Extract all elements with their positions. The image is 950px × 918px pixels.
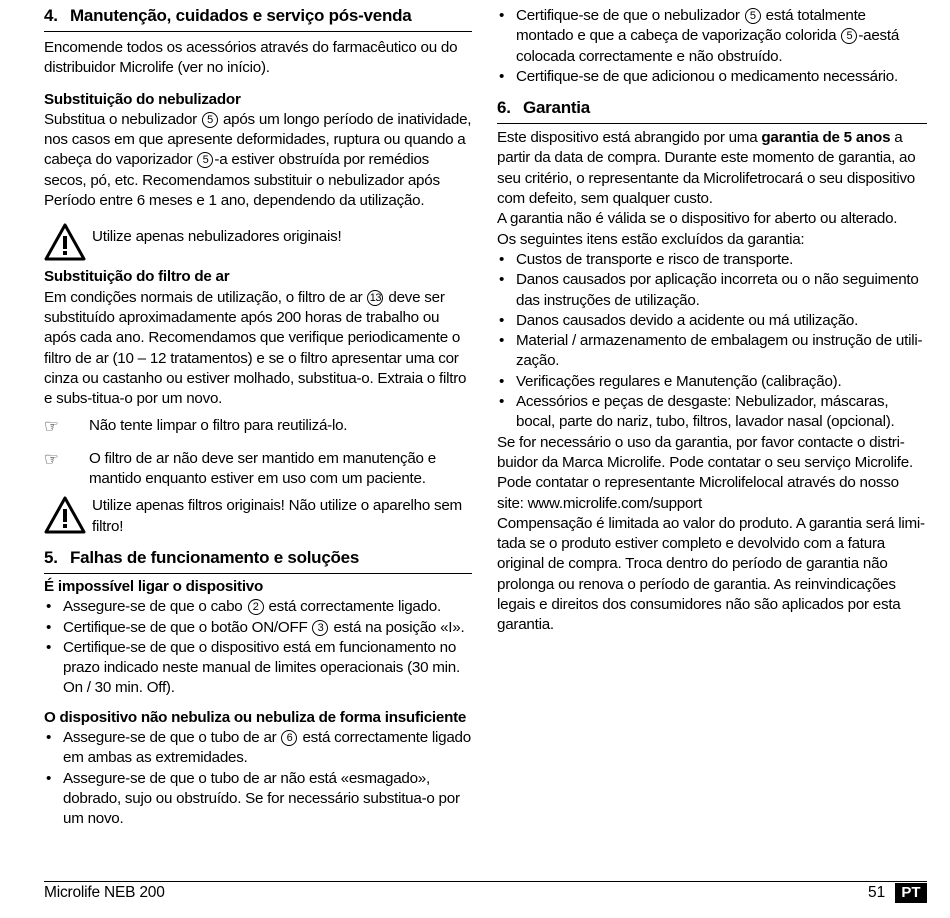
warranty-paragraph-5: Compensação é limitada ao valor do produto. A garantia será limi-tada se o produto estiver completo e devolvido com a fatura original de compra. Troca dentro do período de garantia não prolonga ou renova o período de garantia. As reinvindicações legais e direitos dos consumidores não são aplicados por esta garantia. [497, 514, 925, 634]
language-badge: PT [895, 883, 927, 903]
footer-divider [44, 881, 927, 882]
warranty-duration: garantia de 5 anos [761, 129, 891, 147]
warranty-text: Este dispositivo está abrangido por uma [497, 129, 758, 147]
nebulizer-text-1: Substitua o nebulizador [44, 110, 197, 128]
pointing-hand-icon: ☞ [44, 416, 59, 437]
list-item [44, 728, 472, 769]
warranty-text: a partir da data de compra. Durante este momento de garantia, ao seu critério, o representante da Microlifetrocará o seu dispositivo com defeito, sem qualquer custo. [497, 129, 916, 208]
section-4-heading [44, 5, 472, 32]
list-item: • Danos causados por aplicação incorreta ou o não seguimento das instruções de utilização. [497, 270, 927, 311]
nebulizer-paragraph [44, 110, 472, 211]
list-item: • Acessórios e peças de desgaste: Nebulizador, máscaras, bocal, parte do nariz, tubo, filtros, lavador nasal (opcional). [497, 392, 927, 433]
section-5-heading [44, 547, 472, 574]
section-4-title: Manutenção, cuidados e serviço pós-venda [70, 6, 412, 25]
nebulizer-subheading: Substituição do nebulizador [44, 90, 241, 108]
filter-text-1: Em condições normais de utilização, o filtro de ar [44, 288, 363, 306]
note-text-2: O filtro de ar não deve ser mantido em manutenção e mantido enquanto estiver em uso com um paciente. [89, 449, 436, 488]
list-item-text: -aestá colocada correctamente e não obstruído. [516, 27, 900, 65]
list-item-text: está correctamente ligado. [268, 598, 441, 616]
note-text-1: Não tente limpar o filtro para reutilizá-lo. [89, 417, 348, 435]
list-item-text: Certifique-se de que o botão ON/OFF [63, 618, 308, 636]
list-item: • Danos causados devido a acidente ou má utilização. [497, 311, 927, 331]
part-ref-3: 3 [312, 620, 328, 636]
warranty-paragraph-1 [497, 128, 927, 209]
part-ref-5: 5 [197, 152, 213, 168]
list-item-text: está totalmente montado e que a cabeça de vaporização colorida [516, 7, 866, 45]
section-4-number: 4. [44, 6, 58, 25]
part-ref-5: 5 [202, 112, 218, 128]
list-item: • Certifique-se de que adicionou o medicamento necessário. [497, 67, 927, 87]
section-6-number: 6. [497, 98, 511, 118]
nebulizer-text-3: -a estiver obstruída por remédios secos, pó, etc. Recomendamos substituir o nebulizador após Período entre 6 meses e 1 ano, dependendo da utilização. [44, 151, 440, 210]
warning-triangle-icon [44, 496, 86, 534]
warning-triangle-icon [44, 223, 86, 261]
section-6-title: Garantia [523, 98, 590, 118]
list-item: • Verificações regulares e Manutenção (calibração). [497, 372, 927, 392]
part-ref-6: 6 [281, 730, 297, 746]
part-ref-2: 2 [248, 599, 264, 615]
pointing-hand-icon: ☞ [44, 448, 59, 469]
filter-text-2: deve ser substituído aproximadamente após 200 horas de trabalho ou após cada ano. Recomendamos que verifique periodicamente o filtro de ar (10 – 12 tratamentos) e se o filtro apresentar uma cor cinza ou castanho ou estiver molhado, substitua-o. Extraia o filtro e subs-titua-o por um novo. [44, 288, 467, 408]
list-item: • Certifique-se de que o dispositivo está em funcionamento no prazo indicado neste manual de limites operacionais (30 min. On / 30 min. Off). [44, 638, 472, 699]
part-ref-13: 13 [367, 290, 383, 306]
part-ref-5: 5 [841, 28, 857, 44]
list-item [44, 597, 472, 617]
right-column [497, 6, 927, 636]
nebulizer-text-2: após um longo período de inatividade, nos casos em que apresente deformidades, ruptura ou quando a cabeça do vaporizador [44, 110, 472, 169]
list-item-text: Certifique-se de que o nebulizador [516, 7, 740, 24]
warning-text-1: Utilize apenas nebulizadores originais! [92, 228, 342, 246]
note-no-cleaning [44, 416, 472, 436]
warranty-exclusions-list [497, 250, 927, 433]
part-ref-5: 5 [745, 8, 761, 24]
section-4-intro: Encomende todos os acessórios através do farmacêutico ou do distribuidor Microlife (ver no início). [44, 39, 458, 77]
warning-original-nebulizers [44, 223, 472, 261]
warning-original-filters [44, 496, 472, 537]
warranty-paragraph-2: A garantia não é válida se o dispositivo for aberto ou alterado. [497, 210, 898, 228]
cannot-switch-on-subheading: É impossível ligar o dispositivo [44, 577, 264, 595]
section-5-title: Falhas de funcionamento e soluções [70, 547, 360, 567]
section-6-heading [497, 97, 927, 124]
left-column [44, 0, 472, 830]
list-item: • Material / armazenamento de embalagem ou instrução de utili-zação. [497, 331, 927, 372]
note-filter-maintenance [44, 449, 472, 490]
filter-paragraph [44, 288, 472, 410]
list-item-text: Assegure-se de que o tubo de ar [63, 729, 277, 747]
list-item [44, 618, 472, 638]
warning-text-2: Utilize apenas filtros originais! Não utilize o aparelho sem filtro! [92, 497, 462, 535]
warranty-paragraph-3: Os seguintes itens estão excluídos da garantia: [497, 230, 805, 248]
cannot-switch-on-list [44, 597, 472, 698]
warranty-paragraph-4: Se for necessário o uso da garantia, por favor contacte o distri-buidor da Marca Microlife. Pode contatar o seu serviço Microlife. Pode contatar o representante Microlifelocal através do nosso site: www.microlife.com/support [497, 433, 913, 512]
list-item-text: Assegure-se de que o cabo [63, 598, 243, 616]
no-nebulization-subheading: O dispositivo não nebuliza ou nebuliza de forma insuficiente [44, 708, 467, 726]
no-nebulization-list-part1 [44, 728, 472, 829]
list-item [497, 6, 927, 67]
list-item: • Assegure-se de que o tubo de ar não está «esmagado», dobrado, sujo ou obstruído. Se for necessário substitua-o por um novo. [44, 769, 472, 830]
page-number: 51 [868, 884, 886, 901]
no-nebulization-list-part2 [497, 6, 927, 87]
filter-subheading: Substituição do filtro de ar [44, 268, 230, 286]
footer-product-name: Microlife NEB 200 [44, 884, 165, 901]
list-item-text: está correctamente ligado em ambas as extremidades. [63, 729, 471, 767]
section-5-number: 5. [44, 547, 58, 567]
list-item-text: está na posição «I». [333, 618, 465, 636]
list-item: • Custos de transporte e risco de transporte. [497, 250, 927, 270]
